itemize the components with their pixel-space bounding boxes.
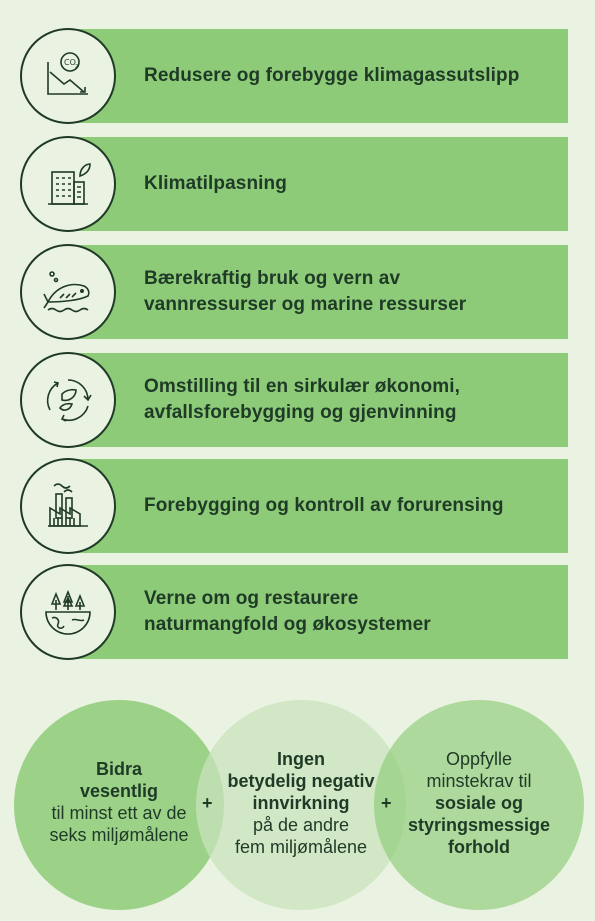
co2-reduction-icon bbox=[40, 48, 96, 104]
goal-icon-disc bbox=[20, 352, 116, 448]
criterion-line: seks miljømålene bbox=[49, 825, 189, 845]
fish-water-icon bbox=[40, 264, 96, 320]
goal-icon-disc bbox=[20, 28, 116, 124]
goal-label bbox=[144, 564, 552, 660]
building-plant-icon bbox=[40, 156, 96, 212]
criterion-line: minstekrav til bbox=[426, 771, 532, 791]
plus-sign: + bbox=[202, 793, 213, 813]
criterion-line: til minst ett av de bbox=[51, 803, 187, 823]
svg-text:2: 2 bbox=[75, 64, 79, 70]
goal-label bbox=[144, 244, 552, 340]
goal-icon-disc bbox=[20, 136, 116, 232]
goal-label bbox=[144, 28, 552, 124]
svg-text:CO: CO bbox=[64, 58, 76, 67]
goal-row-2 bbox=[20, 136, 568, 232]
criteria-venn bbox=[0, 690, 595, 921]
criterion-bold-line: vesentlig bbox=[79, 781, 159, 801]
goal-row-5 bbox=[20, 458, 568, 554]
goal-row-4 bbox=[20, 352, 568, 448]
goal-label-line: vannressurser og marine ressurser bbox=[144, 294, 467, 315]
criterion-bold-line: styringsmessige bbox=[407, 815, 551, 835]
goal-label-line: naturmangfold og økosystemer bbox=[144, 614, 431, 635]
criterion-line: fem miljømålene bbox=[234, 837, 368, 857]
goal-label-line: Omstilling til en sirkulær økonomi, bbox=[144, 376, 460, 397]
circular-economy-icon bbox=[40, 372, 96, 428]
globe-trees-icon bbox=[40, 584, 96, 640]
factory-pollution-icon bbox=[40, 478, 96, 534]
criterion-text-3 bbox=[374, 748, 584, 858]
goal-label-line: Forebygging og kontroll av forurensing bbox=[144, 495, 504, 516]
criterion-bold-line: forhold bbox=[448, 837, 510, 857]
criterion-bold-line: sosiale og bbox=[434, 793, 524, 813]
criterion-bold-line: Ingen bbox=[277, 749, 325, 769]
goal-label-line: Bærekraftig bruk og vern av bbox=[144, 268, 401, 289]
goal-label bbox=[144, 352, 552, 448]
criterion-line: Oppfylle bbox=[445, 749, 513, 769]
criterion-line: på de andre bbox=[252, 815, 350, 835]
plus-sign: + bbox=[381, 793, 392, 813]
goal-row-3 bbox=[20, 244, 568, 340]
criterion-bold-line: innvirkning bbox=[252, 793, 350, 813]
goal-icon-disc bbox=[20, 564, 116, 660]
goal-label-line: avfallsforebygging og gjenvinning bbox=[144, 402, 457, 423]
goal-row-6 bbox=[20, 564, 568, 660]
goal-label bbox=[144, 136, 552, 232]
criterion-text-1 bbox=[14, 758, 224, 846]
goal-icon-disc bbox=[20, 244, 116, 340]
goal-icon-disc bbox=[20, 458, 116, 554]
goal-label-line: Redusere og forebygge klimagassutslipp bbox=[144, 65, 520, 86]
criterion-bold-line: Bidra bbox=[95, 759, 142, 779]
goal-label-line: Verne om og restaurere bbox=[144, 588, 359, 609]
goal-label bbox=[144, 458, 552, 554]
goal-label-line: Klimatilpasning bbox=[144, 173, 287, 194]
criterion-bold-line: betydelig negativ bbox=[227, 771, 375, 791]
goal-row-1 bbox=[20, 28, 568, 124]
